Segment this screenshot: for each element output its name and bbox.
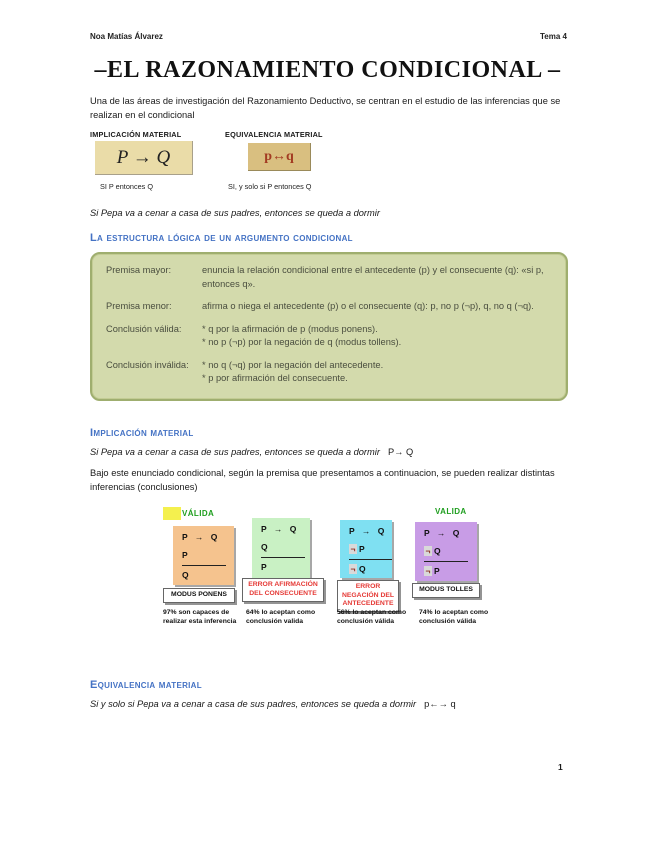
table-row	[106, 300, 554, 313]
inference-card-affirm-consequent	[252, 518, 310, 581]
card-name-plate: MODUS TOLLES	[412, 583, 480, 598]
inference-line	[182, 565, 226, 566]
negation-symbol: ¬	[425, 565, 431, 576]
document-header	[0, 0, 655, 41]
card-name-plate: ERROR AFIRMACIÓN DEL CONSECUENTE	[242, 578, 324, 602]
row-label: Premisa mayor:	[106, 265, 172, 276]
row-line: * no p (¬p) por la negación de q (modus tollens).	[202, 337, 402, 348]
minor-premise	[182, 550, 234, 560]
row-line: * q por la afirmación de p (modus ponens).	[202, 323, 378, 334]
equivalence-example	[90, 699, 568, 709]
structure-heading: La estructura lógica de un argumento condicional	[90, 232, 353, 245]
conclusion-letter: P	[261, 561, 267, 572]
premise-letter: P	[358, 543, 365, 554]
negation-symbol: ¬	[350, 543, 356, 554]
minor-premise	[261, 542, 310, 552]
row-label: Conclusión inválida:	[106, 359, 189, 370]
equivalence-example-text: Si y solo si Pepa va a cenar a casa de sus padres, entonces se queda a dormir	[90, 698, 417, 709]
row-line: enuncia la relación condicional entre el antecedente (p) y el consecuente (q): «si p, entonces q».	[202, 265, 544, 289]
row-label: Premisa menor:	[106, 301, 172, 312]
table-row	[106, 359, 554, 386]
implication-caption: SI P entonces Q	[100, 182, 154, 192]
page-title: –EL RAZONAMIENTO CONDICIONAL –	[94, 57, 561, 83]
conclusion-letter: Q	[358, 563, 366, 574]
major-premise: P → Q	[182, 531, 218, 542]
conclusion	[182, 570, 234, 580]
implication-formula: P → Q	[116, 146, 171, 168]
validity-label: VALIDA	[435, 506, 467, 516]
major-premise: P → Q	[349, 525, 385, 536]
page-number: 1	[558, 762, 563, 772]
equivalence-label: EQUIVALENCIA MATERIAL	[225, 130, 323, 140]
card-stat: 97% son capaces de realizar esta inferencia	[163, 608, 237, 626]
equivalence-formula: p↔q	[264, 148, 294, 164]
row-label: Conclusión válida:	[106, 323, 182, 334]
table-row	[106, 264, 554, 291]
table-row	[106, 323, 554, 350]
implication-example-text: Si Pepa va a cenar a casa de sus padres, entonces se queda a dormir	[90, 446, 380, 457]
equivalence-formula-box	[248, 143, 311, 171]
conclusion-letter: P	[433, 565, 440, 576]
premise-letter: Q	[261, 541, 268, 552]
logic-structure-table	[90, 252, 568, 400]
row-text	[202, 264, 554, 291]
card-name-plate: MODUS PONENS	[163, 588, 235, 603]
premise-letter: P	[182, 549, 188, 560]
major-premise: P → Q	[261, 523, 297, 534]
row-line: * no q (¬q) por la negación del antecedente.	[202, 359, 384, 370]
inference-diagram	[90, 503, 568, 653]
implication-example	[90, 447, 568, 457]
equivalence-example-formula: p←→ q	[424, 698, 456, 709]
row-line: * p por afirmación del consecuente.	[202, 373, 348, 384]
implication-formula-box	[95, 141, 193, 175]
inference-card-modus-ponens	[173, 526, 234, 585]
implication-example-formula: P→ Q	[387, 446, 414, 457]
premise-letter: Q	[433, 545, 441, 556]
minor-premise	[424, 546, 477, 556]
yellow-highlight	[163, 507, 181, 520]
card-stat: 64% lo aceptan como conclusión valida	[246, 608, 316, 626]
implication-heading: Implicación material	[90, 426, 194, 439]
conclusion	[349, 564, 392, 574]
negation-symbol: ¬	[425, 545, 431, 556]
equivalence-caption: SI, y solo si P entonces Q	[228, 182, 312, 192]
row-text	[202, 323, 554, 350]
validity-label: VÁLIDA	[182, 508, 215, 518]
major-premise: P → Q	[424, 527, 460, 538]
inference-card-modus-tollens	[415, 522, 477, 581]
topic-label: Tema 4	[540, 32, 567, 41]
document-body	[90, 95, 568, 709]
author-name: Noa Matías Álvarez	[90, 32, 163, 41]
row-text	[202, 300, 554, 313]
intro-paragraph: Una de las áreas de investigación del Razonamiento Deductivo, se centran en el estudio de las inferencias que se realizan en el condicional	[90, 95, 561, 120]
conclusion	[424, 566, 477, 576]
minor-premise	[349, 544, 392, 554]
inference-line	[261, 557, 305, 558]
conclusion	[261, 562, 310, 572]
inference-line	[424, 561, 468, 562]
implication-label: IMPLICACIÓN MATERIAL	[90, 130, 182, 140]
row-text	[202, 359, 554, 386]
equivalence-heading: Equivalencia material	[90, 678, 202, 691]
card-stat: 74% lo aceptan como conclusión válida	[419, 608, 489, 626]
inference-line	[349, 559, 392, 560]
implication-body-paragraph: Bajo este enunciado condicional, según la premisa que presentamos a continuacion, se pueden realizar distintas inferencias (conclusiones)	[90, 467, 555, 492]
conditional-example-sentence: Si Pepa va a cenar a casa de sus padres, entonces se queda a dormir	[90, 208, 380, 219]
card-name-plate: ERROR NEGACIÓN DEL ANTECEDENTE	[337, 580, 399, 612]
inference-card-deny-antecedent	[340, 520, 392, 578]
negation-symbol: ¬	[350, 563, 356, 574]
row-line: afirma o niega el antecedente (p) o el consecuente (q): p, no p (¬p), q, no q (¬q).	[202, 301, 534, 312]
card-stat: 56% lo aceptan como conclusión válida	[337, 608, 407, 626]
formula-figures	[90, 130, 568, 202]
conclusion-letter: Q	[182, 569, 189, 580]
